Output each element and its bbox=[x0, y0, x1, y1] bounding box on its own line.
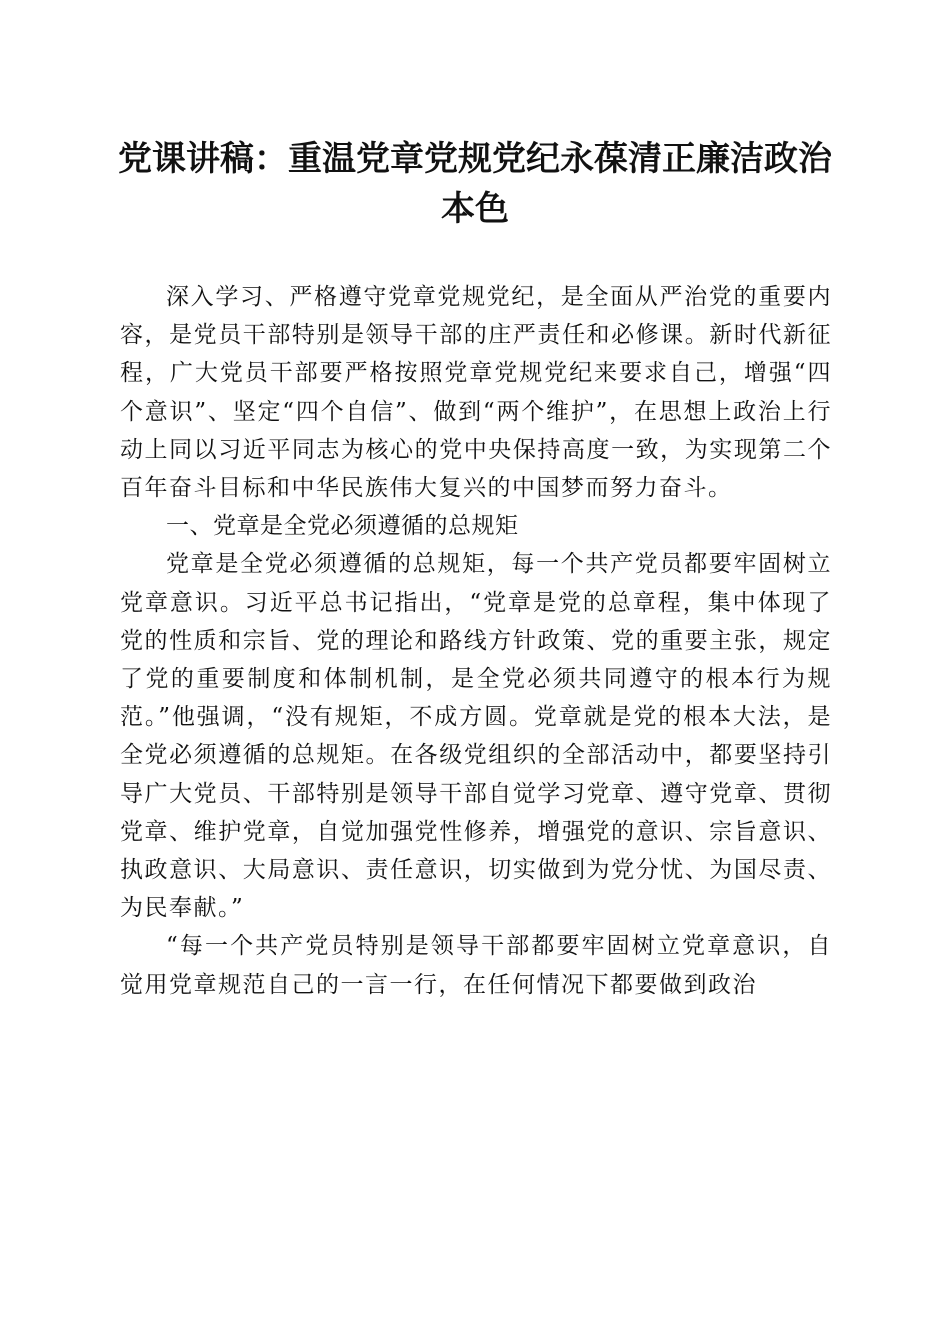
intro-paragraph: 深入学习、严格遵守党章党规党纪，是全面从严治党的重要内容，是党员干部特别是领导干部的庄严责任和必修课。新时代新征程，广大党员干部要严格按照党章党规党纪来要求自己，增强“四个意识”、坚定“四个自信”、做到“两个维护”，在思想上政治上行动上同以习近平同志为核心的党中央保持高度一致，为实现第二个百年奋斗目标和中华民族伟大复兴的中国梦而努力奋斗。 bbox=[120, 284, 832, 502]
document-body bbox=[120, 278, 832, 1004]
section-heading-1: 一、党章是全党必须遵循的总规矩 bbox=[166, 513, 519, 540]
document-title: 党课讲稿：重温党章党规党纪永葆清正廉洁政治本色 bbox=[118, 139, 832, 229]
section-1-paragraph: “每一个共产党员特别是领导干部都要牢固树立党章意识，自觉用党章规范自己的一言一行，在任何情况下都要做到政治 bbox=[120, 933, 832, 998]
section-1-paragraph: 党章是全党必须遵循的总规矩，每一个共产党员都要牢固树立党章意识。习近平总书记指出，“党章是党的总章程，集中体现了党的性质和宗旨、党的理论和路线方针政策、党的重要主张，规定了党的重要制度和体制机制，是全党必须共同遵守的根本行为规范。”他强调，“没有规矩，不成方圆。党章就是党的根本大法，是全党必须遵循的总规矩。在各级党组织的全部活动中，都要坚持引导广大党员、干部特别是领导干部自觉学习党章、遵守党章、贯彻党章、维护党章，自觉加强党性修养，增强党的意识、宗旨意识、执政意识、大局意识、责任意识，切实做到为党分忧、为国尽责、为民奉献。” bbox=[120, 551, 832, 922]
